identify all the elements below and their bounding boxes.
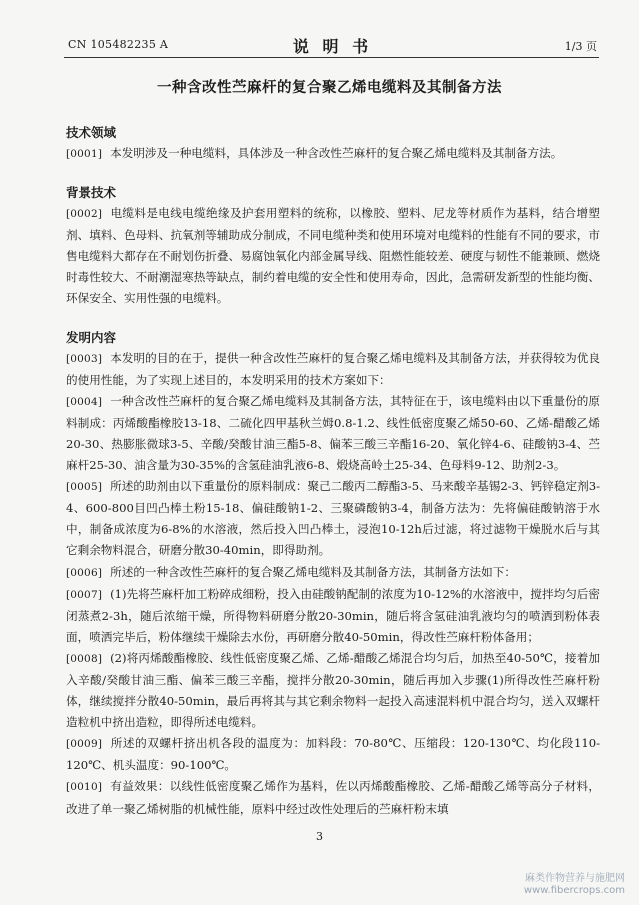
paragraph-number: [0001] xyxy=(66,148,103,160)
paragraph-text: 电缆料是电线电缆绝缘及护套用塑料的统称，以橡胶、塑料、尼龙等材质作为基料，结合增塑剂、填料、色母料、抗氧剂等辅助成分制成，不同电缆种类和使用环境对电缆料的性能有不同的要求，市售电缆料大都存在不耐划伤折叠、易腐蚀氧化内部金属导线、阻燃性能较差、硬度与韧性不能兼顾、燃烧时毒性较大、不耐潮湿寒热等缺点，制约着电缆的安全性和使用寿命，因此，急需研发新型的性能均衡、环保安全、实用性强的电缆料。 xyxy=(66,206,600,306)
section-heading: 背景技术 xyxy=(66,185,117,201)
paragraph-number: [0005] xyxy=(66,481,103,494)
paragraph xyxy=(66,733,600,776)
paragraph xyxy=(66,391,600,476)
section-heading: 发明内容 xyxy=(66,329,117,345)
paragraph-number: [0004] xyxy=(66,395,103,408)
paragraph-text: 一种含改性苎麻杆的复合聚乙烯电缆料及其制备方法，其特征在于，该电缆料由以下重量份的原料制成：丙烯酸酯橡胶13-18、二硫化四甲基秋兰姆0.8-1.2、线性低密度聚乙烯50-60、乙烯-醋酸乙烯20-30、热膨胀微球3-5、辛酸/癸酸甘油三酯5-8、偏苯三酸三辛酯16-20、氧化锌4-6、硅酸钠3-4、苎麻杆25-30、油含量为30-35%的含氢硅油乳液6-8、煅烧高岭土25-34、色母料9-12、助剂2-3。 xyxy=(66,393,600,473)
paragraph-text: 本发明涉及一种电缆料，具体涉及一种含改性苎麻杆的复合聚乙烯电缆料及其制备方法。 xyxy=(110,146,563,160)
paragraph xyxy=(66,476,600,561)
paragraph-number: [0010] xyxy=(66,781,103,794)
paragraph xyxy=(66,776,600,819)
paragraph xyxy=(66,562,600,584)
paragraph-number: [0007] xyxy=(66,588,103,601)
page-indicator: 1/3 页 xyxy=(564,40,597,53)
paragraph-text: (2)将丙烯酸酯橡胶、线性低密度聚乙烯、乙烯-醋酸乙烯混合均匀后，加热至40-50℃，接着加入辛酸/癸酸甘油三酯、偏苯三酸三辛酯，搅拌分散20-30min，随后再加入步骤(1)所得改性苎麻杆粉体，继续搅拌分散40-50min，最后再将其与其它剩余物料一起投入高速混料机中混合均匀，送入双螺杆造粒机中挤出造粒，即得所述电缆料。 xyxy=(66,650,600,730)
document-title: 一种含改性苎麻杆的复合聚乙烯电缆料及其制备方法 xyxy=(157,79,502,96)
paragraph-number: [0002] xyxy=(66,208,103,221)
page-header xyxy=(68,34,597,54)
paragraph xyxy=(66,584,600,648)
paragraph-number: [0008] xyxy=(66,652,103,665)
paragraph-text: 本发明的目的在于，提供一种含改性苎麻杆的复合聚乙烯电缆料及其制备方法，并获得较为优良的使用性能，为了实现上述目的，本发明采用的技术方案如下： xyxy=(66,350,600,387)
watermark-line-1: 麻类作物营养与施肥网 xyxy=(525,873,625,884)
watermark xyxy=(524,873,625,897)
section-title: 说 明 书 xyxy=(292,37,373,56)
paragraph xyxy=(66,648,600,733)
paragraph-text: 所述的一种含改性苎麻杆的复合聚乙烯电缆料及其制备方法，其制备方法如下： xyxy=(110,564,516,579)
page-number: 3 xyxy=(316,830,323,843)
paragraph-text: 所述的双螺杆挤出机各段的温度为：加料段：70-80℃、压缩段：120-130℃、均化段110-120℃、机头温度：90-100℃。 xyxy=(66,736,600,773)
paragraph-number: [0006] xyxy=(66,566,103,579)
section-heading: 技术领域 xyxy=(66,125,117,140)
paragraph xyxy=(66,203,600,309)
paragraph xyxy=(66,348,600,391)
body-content xyxy=(66,114,600,820)
header-rule xyxy=(64,57,599,58)
paragraph-number: [0003] xyxy=(66,352,103,365)
paragraph-text: (1)先将苎麻杆加工粉碎成细粉，投入由硅酸钠配制的浓度为10-12%的水溶液中，搅拌均匀后密闭蒸煮2-3h，随后浓缩干燥，所得物料研磨分散20-30min，随后将含氢硅油乳液均匀的喷洒到粉体表面，喷洒完毕后，粉体继续干燥除去水份，再研磨分散40-50min，得改性苎麻杆粉体备用； xyxy=(66,586,600,644)
watermark-line-2: www.fibercrops.com xyxy=(523,885,625,896)
paragraph-text: 所述的助剂由以下重量份的原料制成：聚己二酸丙二醇酯3-5、马来酸辛基锡2-3、钙锌稳定剂3-4、600-800目凹凸棒土粉15-18、偏硅酸钠1-2、三聚磷酸钠3-4，制备方法为：先将偏硅酸钠溶于水中，制备成浓度为6-8%的水溶液，然后投入凹凸棒土，浸泡10-12h后过滤，将过滤物干燥脱水后与其它剩余物料混合，研磨分散30-40min，即得助剂。 xyxy=(66,479,600,558)
patent-number: CN 105482235 A xyxy=(68,38,169,51)
paragraph-number: [0009] xyxy=(66,738,103,751)
paragraph xyxy=(66,143,600,165)
paragraph-text: 有益效果：以线性低密度聚乙烯作为基料，佐以丙烯酸酯橡胶、乙烯-醋酸乙烯等高分子材料，改进了单一聚乙烯树脂的机械性能，原料中经过改性处理后的苎麻杆粉末填 xyxy=(66,779,600,816)
